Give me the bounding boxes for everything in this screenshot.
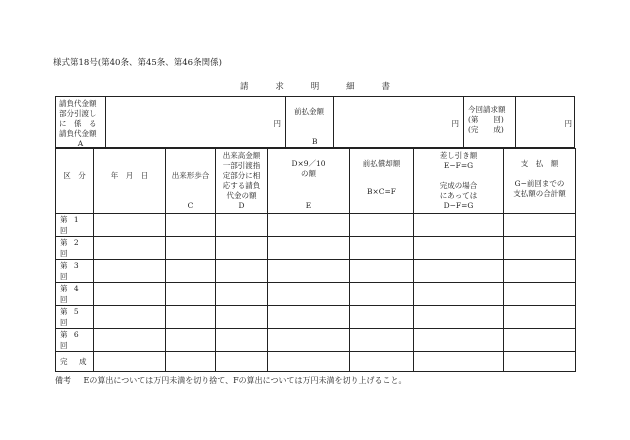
col-header-difference: 差し引き額 E−F=G 完成の場合 にあっては D−F=G (414, 149, 504, 214)
contract-amount-label: 請負代金額 部分引渡し に 係 る 請負代金額 A (56, 97, 106, 147)
table-cell[interactable] (350, 329, 414, 352)
table-row (56, 283, 576, 306)
table-cell[interactable] (268, 214, 350, 237)
title-char: 明 (310, 82, 320, 92)
col-header-completed-amount: 出来高金額 一部引渡指 定部分に相 応する請負 代金の額 D (216, 149, 268, 214)
table-row (56, 329, 576, 352)
table-row (56, 260, 576, 283)
yen-unit: 円 (564, 119, 572, 128)
code-d: D (238, 201, 245, 210)
table-cell[interactable] (504, 306, 576, 329)
table-cell[interactable] (94, 237, 166, 260)
table-cell[interactable] (268, 306, 350, 329)
current-claim-label: 今回請求額 (第 回) (完 成) (464, 97, 516, 147)
table-cell[interactable] (94, 260, 166, 283)
table-cell[interactable] (94, 306, 166, 329)
yen-unit: 円 (451, 119, 459, 128)
table-cell[interactable] (350, 237, 414, 260)
title-char: 求 (275, 82, 284, 92)
table-cell[interactable] (350, 260, 414, 283)
header-row (56, 149, 576, 214)
current-claim-field[interactable] (516, 97, 576, 147)
code-a: A (77, 139, 84, 148)
table-cell[interactable] (414, 306, 504, 329)
col-header-period: 区 分 (56, 149, 94, 214)
table-cell[interactable] (504, 214, 576, 237)
table-cell[interactable] (216, 329, 268, 352)
table-cell[interactable] (268, 260, 350, 283)
col-header-date: 年 月 日 (94, 149, 166, 214)
table-cell[interactable] (414, 329, 504, 352)
table-cell[interactable] (504, 260, 576, 283)
col-header-progress-rate: 出来形歩合 C (166, 149, 216, 214)
table-cell[interactable] (94, 214, 166, 237)
table-cell[interactable] (166, 283, 216, 306)
title-char: 細 (346, 82, 355, 92)
remarks-note (55, 375, 406, 386)
col-header-payment: 支 払 額 G−前回までの 支払額の合計額 (504, 149, 576, 214)
table-row (56, 306, 576, 329)
remarks-heading: 備考 (55, 376, 71, 385)
table-cell[interactable] (166, 329, 216, 352)
table-cell[interactable] (166, 260, 216, 283)
table-cell[interactable] (414, 237, 504, 260)
code-b: B (312, 137, 318, 146)
table-cell[interactable] (414, 352, 504, 372)
table-cell[interactable] (216, 283, 268, 306)
table-row (56, 214, 576, 237)
table-cell[interactable] (166, 214, 216, 237)
summary-table (55, 96, 575, 148)
detail-table (55, 148, 576, 372)
row-label: 第 6 回 (56, 329, 94, 352)
table-cell[interactable] (268, 329, 350, 352)
table-cell[interactable] (268, 237, 350, 260)
table-cell[interactable] (414, 214, 504, 237)
col-header-advance-repayment: 前払償却額 B×C=F (350, 149, 414, 214)
table-cell[interactable] (216, 260, 268, 283)
table-cell[interactable] (350, 283, 414, 306)
table-row (56, 237, 576, 260)
form-number-label: 様式第18号(第40条、第45条、第46条関係) (53, 58, 222, 68)
code-bcf: B×C=F (366, 187, 397, 196)
table-cell[interactable] (94, 283, 166, 306)
table-cell[interactable] (350, 306, 414, 329)
row-label: 第 4 回 (56, 283, 94, 306)
table-cell[interactable] (504, 283, 576, 306)
table-cell[interactable] (504, 329, 576, 352)
advance-payment-label: 前払金額 B (286, 97, 334, 147)
table-cell[interactable] (216, 214, 268, 237)
row-label: 第 5 回 (56, 306, 94, 329)
table-cell[interactable] (268, 352, 350, 372)
table-cell[interactable] (94, 329, 166, 352)
table-cell[interactable] (166, 237, 216, 260)
contract-amount-field[interactable] (106, 97, 286, 147)
row-label: 第 2 回 (56, 237, 94, 260)
table-cell[interactable] (216, 352, 268, 372)
remarks-text: Eの算出については万円未満を切り捨て、Fの算出については万円未満を切り上げること。 (83, 376, 407, 385)
title-char: 書 (381, 82, 390, 92)
table-cell[interactable] (350, 214, 414, 237)
table-cell[interactable] (166, 352, 216, 372)
yen-unit: 円 (273, 119, 281, 128)
code-c: C (187, 201, 194, 210)
table-cell[interactable] (414, 283, 504, 306)
table-cell[interactable] (414, 260, 504, 283)
row-label: 完 成 (56, 352, 94, 372)
table-cell[interactable] (350, 352, 414, 372)
row-label: 第 3 回 (56, 260, 94, 283)
advance-payment-field[interactable] (334, 97, 464, 147)
table-cell[interactable] (216, 237, 268, 260)
table-cell[interactable] (504, 352, 576, 372)
table-row (56, 352, 576, 372)
table-cell[interactable] (216, 306, 268, 329)
row-label: 第 1 回 (56, 214, 94, 237)
table-cell[interactable] (268, 283, 350, 306)
col-header-nine-tenths: D×9／10 の額 E (268, 149, 350, 214)
table-cell[interactable] (504, 237, 576, 260)
table-cell[interactable] (166, 306, 216, 329)
title-char: 請 (240, 82, 249, 92)
code-e: E (305, 201, 312, 210)
table-cell[interactable] (94, 352, 166, 372)
document-title (240, 80, 390, 92)
